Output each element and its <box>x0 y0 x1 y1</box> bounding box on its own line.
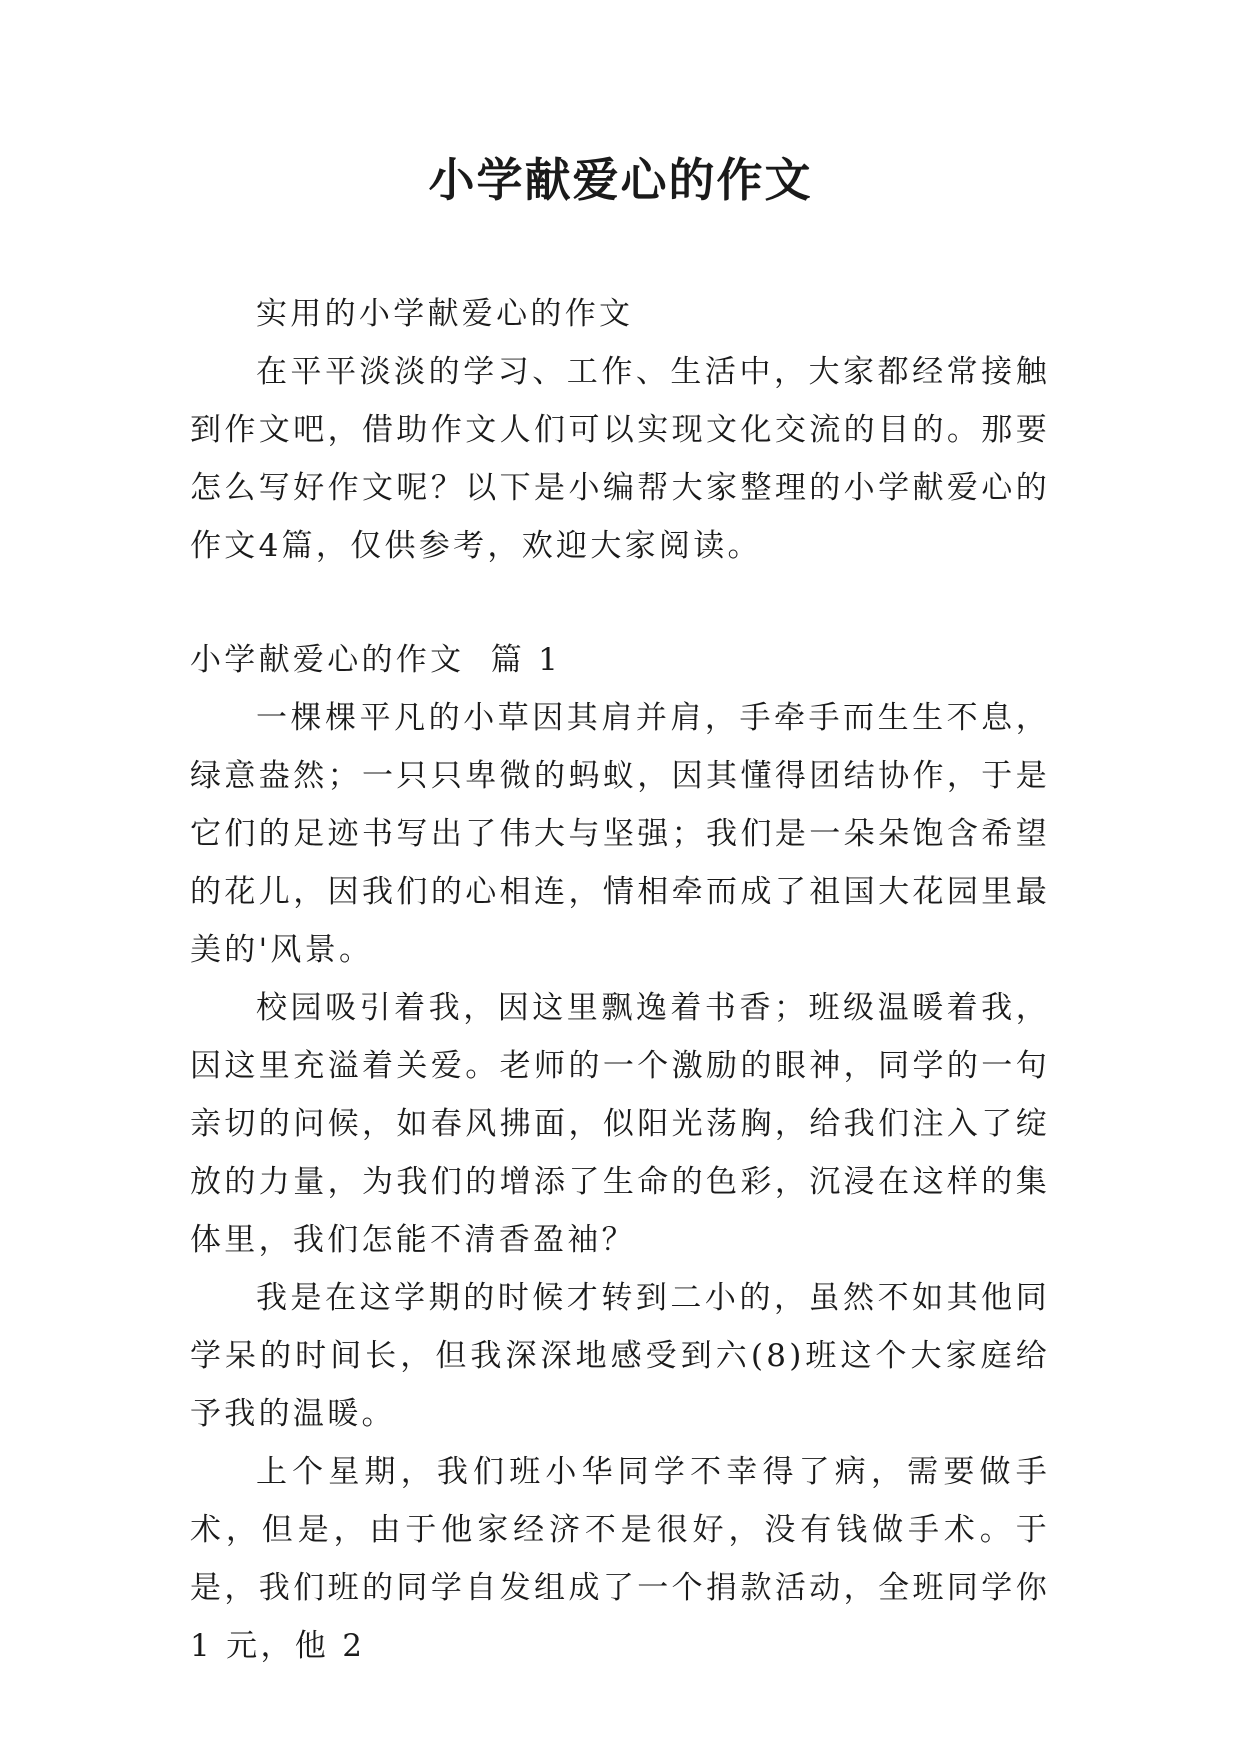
intro-block-title <box>190 285 1050 343</box>
document-title: 小学献爱心的作文 <box>428 153 813 207</box>
body-paragraph: 校园吸引着我，因这里飘逸着书香；班级温暖着我，因这里充溢着关爱。老师的一个激励的眼神，同学的一句亲切的问候，如春风拂面，似阳光荡胸，给我们注入了绽放的力量，为我们的增添了生命的色彩，沉浸在这样的集体里，我们怎能不清香盈袖？ <box>190 990 1050 1258</box>
intro-block <box>190 343 1050 575</box>
section-heading-block <box>190 631 1050 689</box>
body-paragraph: 我是在这学期的时候才转到二小的，虽然不如其他同学呆的时间长，但我深深地感受到六(8)班这个大家庭给予我的温暖。 <box>190 1280 1050 1432</box>
body-paragraph: 上个星期，我们班小华同学不幸得了病，需要做手术，但是，由于他家经济不是很好，没有钱做手术。于是，我们班的同学自发组成了一个捐款活动，全班同学你 1 元，他 2 <box>190 1454 1050 1664</box>
document-subtitle: 实用的小学献爱心的作文 <box>256 296 634 332</box>
body-paragraph: 一棵棵平凡的小草因其肩并肩，手牵手而生生不息，绿意盎然；一只只卑微的蚂蚁，因其懂得团结协作，于是它们的足迹书写出了伟大与坚强；我们是一朵朵饱含希望的花儿，因我们的心相连，情相牵而成了祖国大花园里最美的'风景。 <box>190 700 1050 968</box>
intro-paragraph: 在平平淡淡的学习、工作、生活中，大家都经常接触到作文吧，借助作文人们可以实现文化交流的目的。那要怎么写好作文呢？以下是小编帮大家整理的小学献爱心的作文4篇，仅供参考，欢迎大家阅读。 <box>190 354 1050 564</box>
section-body <box>190 689 1050 1675</box>
section-heading: 小学献爱心的作文 篇 1 <box>190 642 562 678</box>
